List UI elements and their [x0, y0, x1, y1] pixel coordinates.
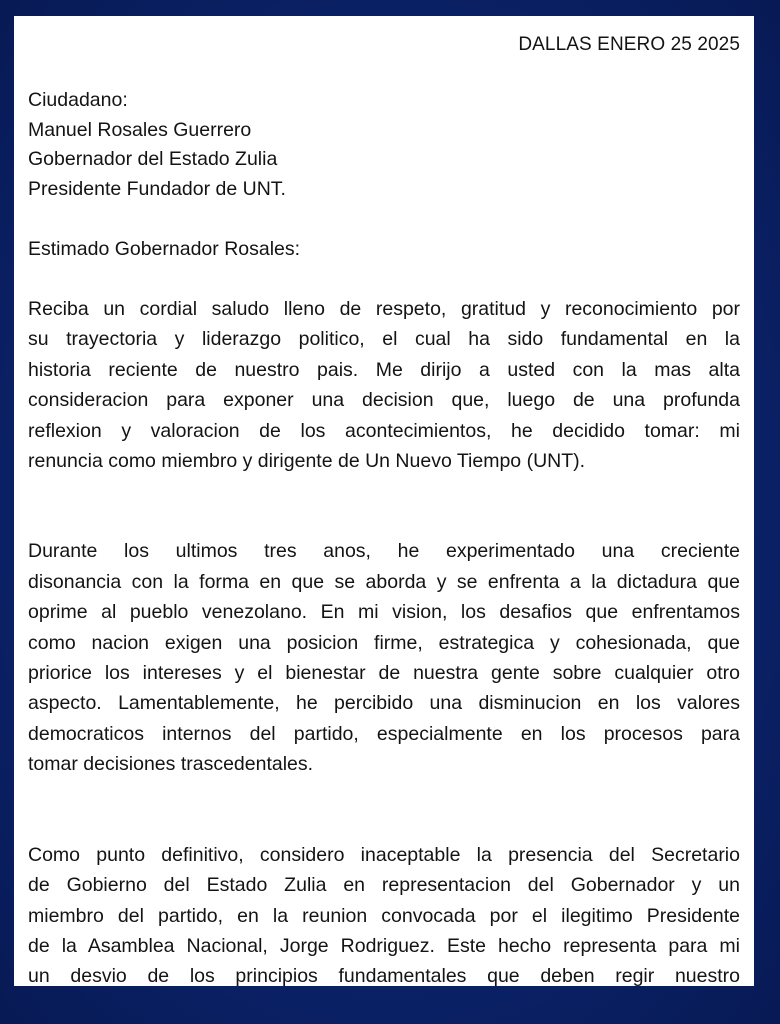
letter-page — [14, 16, 754, 986]
addressee-line: Manuel Rosales Guerrero — [28, 118, 252, 141]
addressee-line: Gobernador del Estado Zulia — [28, 148, 278, 170]
addressee-line: Ciudadano: — [28, 89, 128, 111]
letter-date: DALLAS ENERO 25 2025 — [518, 34, 740, 55]
paragraph-line: consideracion para exponer una decision que, luego de una profunda — [28, 389, 740, 412]
paragraph-line: oprime al pueblo venezolano. En mi vision, los desafios que enfrentamos — [28, 601, 740, 624]
paragraph-line: democraticos internos del partido, especialmente en los procesos para — [28, 722, 740, 745]
letter-greeting: Estimado Gobernador Rosales: — [28, 238, 301, 260]
paragraph-line: miembro del partido, en la reunion convocada por el ilegitimo Presidente — [28, 904, 740, 927]
paragraph-line: priorice los intereses y el bienestar de nuestra gente sobre cualquier otro — [28, 662, 740, 685]
paragraph-line: un desvio de los principios fundamentales que deben regir nuestro — [28, 965, 740, 986]
paragraph-line: disonancia con la forma en que se aborda y se enfrenta a la dictadura que — [28, 570, 740, 593]
paragraph-line: de la Asamblea Nacional, Jorge Rodriguez. Este hecho representa para mi — [28, 934, 740, 957]
addressee-block — [28, 86, 740, 204]
body-paragraph-2 — [28, 536, 740, 779]
addressee-line: Presidente Fundador de UNT. — [28, 177, 286, 200]
paragraph-line: de Gobierno del Estado Zulia en representacion del Gobernador y un — [28, 874, 740, 897]
paragraph-line: reflexion y valoracion de los acontecimientos, he decidido tomar: mi — [28, 419, 740, 442]
paragraph-line: Reciba un cordial saludo lleno de respeto, gratitud y reconocimiento por — [28, 298, 740, 320]
paragraph-line: su trayectoria y liderazgo politico, el cual ha sido fundamental en la — [28, 328, 740, 351]
paragraph-line: aspecto. Lamentablemente, he percibido una disminucion en los valores — [28, 692, 740, 715]
paragraph-line: tomar decisiones trascedentales. — [28, 753, 314, 776]
paragraph-line: como nacion exigen una posicion firme, estrategica y cohesionada, que — [28, 631, 740, 654]
paragraph-line: renuncia como miembro y dirigente de Un Nuevo Tiempo (UNT). — [28, 450, 586, 473]
paragraph-line: Como punto definitivo, considero inaceptable la presencia del Secretario — [28, 843, 740, 866]
paragraph-line: Durante los ultimos tres anos, he experimentado una creciente — [28, 540, 740, 563]
paragraph-line: historia reciente de nuestro pais. Me dirijo a usted con la mas alta — [28, 358, 740, 381]
body-paragraph-3 — [28, 840, 740, 986]
body-paragraph-1 — [28, 294, 740, 476]
